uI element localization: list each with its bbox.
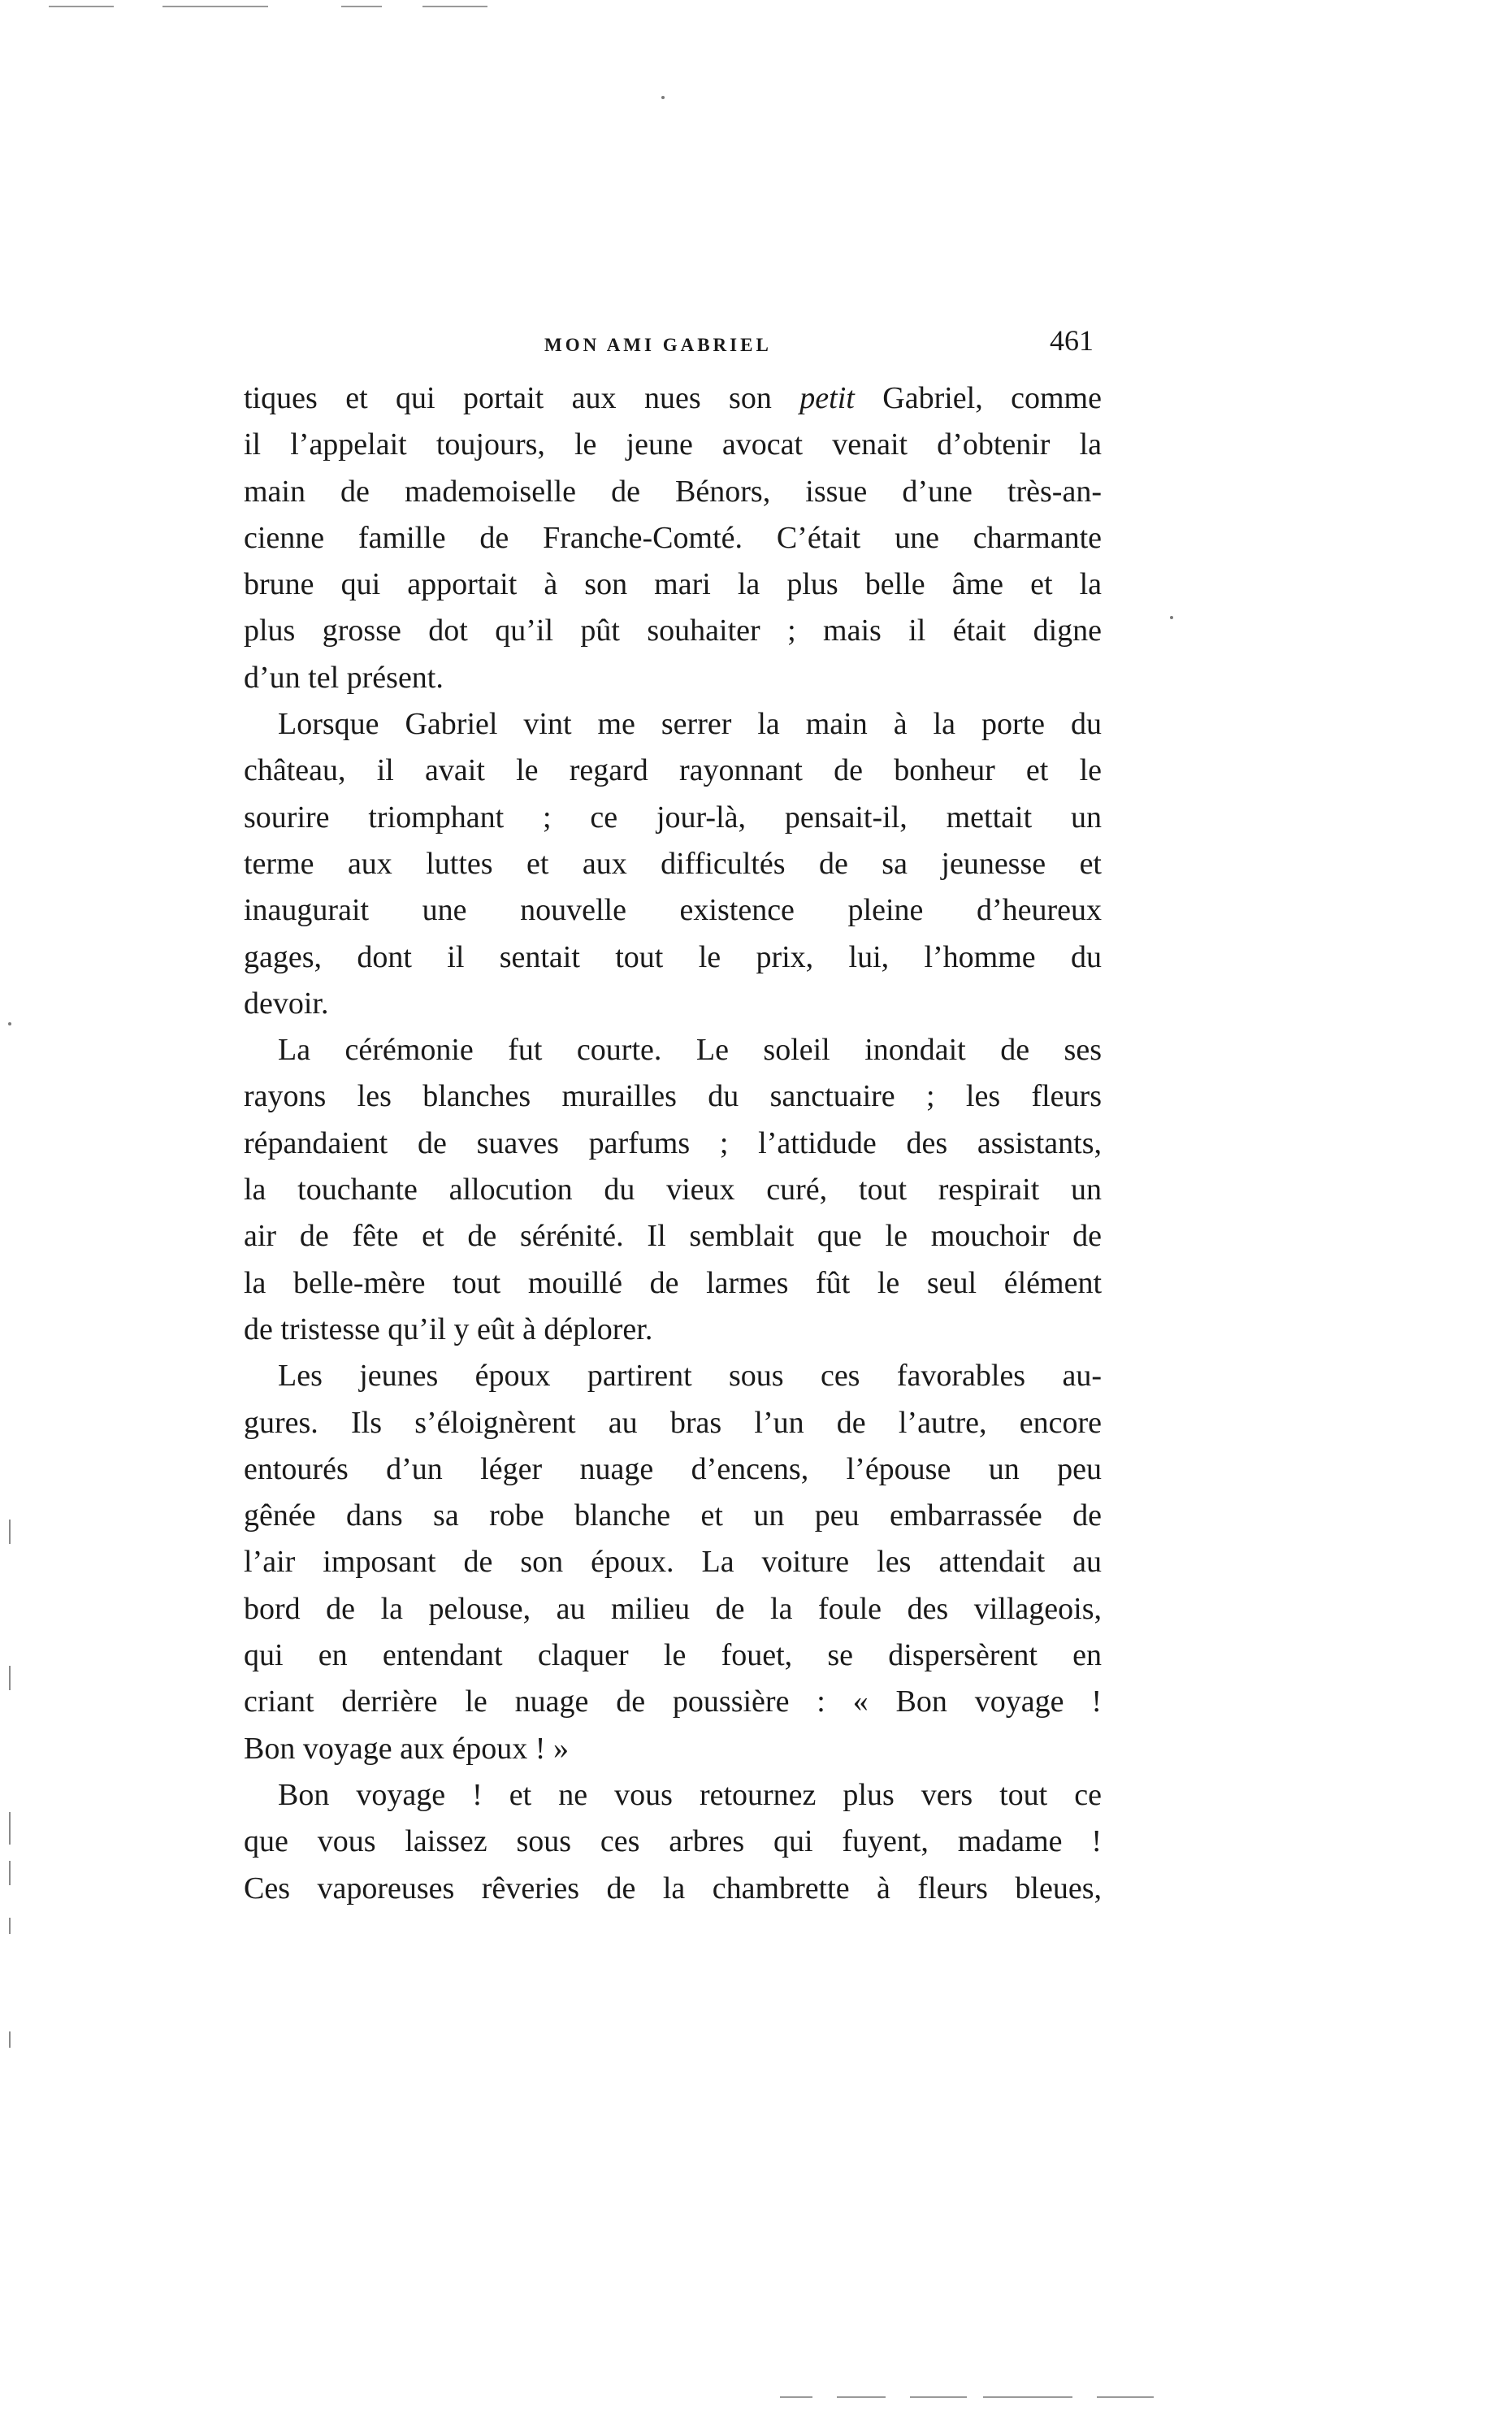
text-line: Ces vaporeuses rêveries de la chambrette à fleurs bleues,	[244, 1871, 1102, 1906]
body-text	[244, 375, 1102, 1912]
text-line: gages, dont il sentait tout le prix, lui, l’homme du	[244, 939, 1102, 974]
text-line: d’un tel présent.	[244, 660, 444, 695]
text-line: brune qui apportait à son mari la plus belle âme et la	[244, 567, 1102, 602]
text-line: château, il avait le regard rayonnant de bonheur et le	[244, 753, 1102, 788]
text-line: Lorsque Gabriel vint me serrer la main à la porte du	[278, 707, 1102, 742]
text-line: Bon voyage ! et ne vous retournez plus vers tout ce	[278, 1777, 1102, 1812]
text-line: bord de la pelouse, au milieu de la foule des villageois,	[244, 1591, 1102, 1626]
text-line: l’air imposant de son époux. La voiture les attendait au	[244, 1545, 1102, 1580]
text-line: Les jeunes époux partirent sous ces favorables au-	[278, 1359, 1102, 1394]
text-line: criant derrière le nuage de poussière : « Bon voyage !	[244, 1684, 1102, 1719]
text-line: rayons les blanches murailles du sanctuaire ; les fleurs	[244, 1079, 1102, 1114]
running-head	[244, 323, 1102, 372]
text-line	[244, 375, 1102, 422]
text-line: main de mademoiselle de Bénors, issue d’une très-an-	[244, 474, 1102, 509]
text-line: terme aux luttes et aux difficultés de sa jeunesse et	[244, 846, 1102, 881]
running-title: MON AMI GABRIEL	[544, 335, 772, 355]
text-line: répandaient de suaves parfums ; l’attidude des assistants,	[244, 1125, 1102, 1160]
text-line: que vous laissez sous ces arbres qui fuyent, madame !	[244, 1824, 1102, 1859]
text-line: air de fête et de sérénité. Il semblait que le mouchoir de	[244, 1219, 1102, 1254]
text-line: la belle-mère tout mouillé de larmes fût le seul élément	[244, 1265, 1102, 1300]
text-line: devoir.	[244, 986, 329, 1021]
text-line: cienne famille de Franche-Comté. C’était une charmante	[244, 520, 1102, 555]
text-line: il l’appelait toujours, le jeune avocat venait d’obtenir la	[244, 427, 1102, 462]
text-line: gures. Ils s’éloignèrent au bras l’un de l’autre, encore	[244, 1405, 1102, 1440]
text-line: la touchante allocution du vieux curé, tout respirait un	[244, 1173, 1102, 1208]
text-line: entourés d’un léger nuage d’encens, l’épouse un peu	[244, 1451, 1102, 1486]
text-line: plus grosse dot qu’il pût souhaiter ; mais il était digne	[244, 614, 1102, 648]
text-run: tiques et qui portait aux nues son	[244, 381, 800, 415]
text-line: qui en entendant claquer le fouet, se dispersèrent en	[244, 1638, 1102, 1673]
page-number: 461	[1050, 324, 1094, 357]
text-line: La cérémonie fut courte. Le soleil inondait de ses	[278, 1033, 1102, 1068]
text-line: Bon voyage aux époux ! »	[244, 1731, 569, 1766]
text-line: de tristesse qu’il y eût à déplorer.	[244, 1312, 653, 1346]
italic-word: petit	[799, 381, 855, 415]
text-line: inaugurait une nouvelle existence pleine d’heureux	[244, 893, 1102, 928]
text-line: sourire triomphant ; ce jour-là, pensait-il, mettait un	[244, 800, 1102, 835]
text-line: gênée dans sa robe blanche et un peu embarrassée de	[244, 1498, 1102, 1533]
text-run: Gabriel, comme	[854, 381, 1102, 415]
